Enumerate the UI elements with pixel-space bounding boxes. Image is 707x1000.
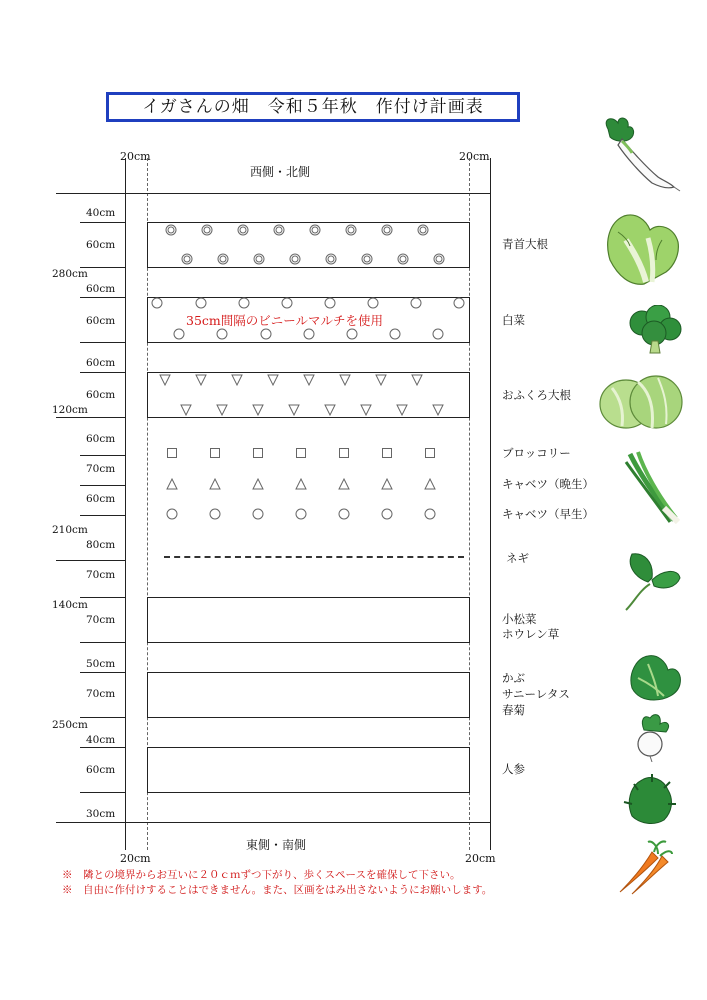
row-label: 70cm [86,569,116,581]
cabbage-late-marker [166,478,178,490]
broccoli-marker [424,447,436,459]
crop-label-komatsuna: 小松菜 [502,612,537,626]
row-label: 40cm [86,734,116,746]
row-tick [80,597,125,598]
chinese-cabbage-icon [600,210,682,288]
cabbage-early-marker [209,508,221,520]
field-bottom-border [56,822,490,823]
row-label: 70cm [86,463,116,475]
radish-icon [600,115,682,195]
row-tick [80,297,125,298]
top-side-label: 西側・北側 [250,165,311,179]
cabbage-icon [598,368,684,434]
row-tick [80,455,125,456]
field-right-border [490,158,491,850]
cabbage-early-marker [252,508,264,520]
row-label: 60cm [86,315,116,327]
row-label: 70cm [86,688,116,700]
ofukuro-daikon-marker [375,374,387,386]
row-label: 30cm [86,808,116,820]
margin-label-bottom-right: 20cm [465,852,496,865]
crop-label-hakusai: 白菜 [502,313,525,327]
margin-label-top-left: 20cm [120,150,151,163]
crop-label-cabbage-late: キャベツ（晩生） [502,477,594,491]
page-title: イガさんの畑 令和５年秋 作付け計画表 [106,92,520,122]
crop-label-carrot: 人参 [502,762,525,776]
margin-label-bottom-left: 20cm [120,852,151,865]
row-tick [80,672,125,673]
row-tick [80,642,125,643]
daikon-marker [289,253,301,265]
turnip-icon [626,712,676,762]
ofukuro-daikon-marker [303,374,315,386]
section-tick [56,560,125,561]
broccoli-marker [338,447,350,459]
cabbage-late-marker [338,478,350,490]
crop-label-cabbage-early: キャベツ（早生） [502,507,594,521]
crop-label-broccoli: ブロッコリー [502,446,571,460]
row-label: 140cm [52,599,88,611]
field-left-border [125,158,126,850]
hakusai-marker [453,297,465,309]
ofukuro-daikon-marker [159,374,171,386]
daikon-marker [201,224,213,236]
hakusai-marker [410,297,422,309]
hakusai-marker [324,297,336,309]
daikon-marker [217,253,229,265]
cabbage-early-marker [338,508,350,520]
daikon-marker [309,224,321,236]
daikon-marker [381,224,393,236]
row-label: 60cm [86,239,116,251]
cabbage-late-marker [424,478,436,490]
row-label: 70cm [86,614,116,626]
daikon-marker [433,253,445,265]
row-label: 60cm [86,764,116,776]
ofukuro-daikon-marker [432,404,444,416]
row-label: 60cm [86,283,116,295]
spinach-icon [618,548,684,614]
cabbage-late-marker [252,478,264,490]
hakusai-marker [303,328,315,340]
margin-label-top-right: 20cm [459,150,490,163]
hakusai-marker [281,297,293,309]
crop-label-ofukuro-daikon: おふくろ大根 [502,388,571,402]
green-onion-row [164,556,464,558]
crop-label-negi: ネギ [506,551,529,565]
hakusai-marker [238,297,250,309]
mulch-note: 35cm間隔のビニールマルチを使用 [186,313,384,328]
crop-label-shungiku: 春菊 [502,703,525,717]
field-top-border [56,193,490,194]
cabbage-early-marker [295,508,307,520]
ofukuro-daikon-marker [180,404,192,416]
daikon-marker [397,253,409,265]
broccoli-marker [166,447,178,459]
daikon-marker [181,253,193,265]
ofukuro-daikon-marker [216,404,228,416]
daikon-marker [361,253,373,265]
section-tick [56,417,125,418]
row-label: 40cm [86,207,116,219]
cabbage-early-marker [381,508,393,520]
ofukuro-daikon-marker [267,374,279,386]
row-tick [80,792,125,793]
row-label: 210cm [52,524,88,536]
cabbage-late-marker [381,478,393,490]
broccoli-icon [626,305,682,355]
carrot-icon [612,838,674,896]
bed-carrot [147,747,470,793]
crop-label-spinach: ホウレン草 [502,627,560,641]
row-label: 120cm [52,404,88,416]
hakusai-marker [195,297,207,309]
row-tick [80,717,125,718]
green-onion-icon [624,450,684,526]
hakusai-marker [151,297,163,309]
hakusai-marker [346,328,358,340]
bed-kabu-lettuce-shungiku [147,672,470,718]
ofukuro-daikon-marker [288,404,300,416]
hakusai-marker [432,328,444,340]
row-tick [80,222,125,223]
ofukuro-daikon-marker [324,404,336,416]
cabbage-late-marker [295,478,307,490]
row-tick [80,747,125,748]
daikon-marker [253,253,265,265]
hakusai-marker [260,328,272,340]
row-label: 250cm [52,719,88,731]
cabbage-early-marker [166,508,178,520]
daikon-marker [325,253,337,265]
cabbage-early-marker [424,508,436,520]
ofukuro-daikon-marker [339,374,351,386]
ofukuro-daikon-marker [231,374,243,386]
row-tick [80,515,125,516]
hakusai-marker [216,328,228,340]
row-tick [80,372,125,373]
note-rules: ※ 自由に作付けすることはできません。また、区画をはみ出さないようにお願いします。 [62,884,493,896]
row-label: 60cm [86,389,116,401]
daikon-marker [165,224,177,236]
broccoli-marker [252,447,264,459]
broccoli-marker [381,447,393,459]
ofukuro-daikon-marker [411,374,423,386]
daikon-marker [417,224,429,236]
row-label: 60cm [86,357,116,369]
row-label: 280cm [52,268,88,280]
broccoli-marker [209,447,221,459]
daikon-marker [345,224,357,236]
row-label: 50cm [86,658,116,670]
broccoli-marker [295,447,307,459]
daikon-marker [273,224,285,236]
ofukuro-daikon-marker [195,374,207,386]
ofukuro-daikon-marker [360,404,372,416]
row-label: 80cm [86,539,116,551]
ofukuro-daikon-marker [252,404,264,416]
cabbage-late-marker [209,478,221,490]
bottom-side-label: 東側・南側 [246,838,307,852]
hakusai-marker [389,328,401,340]
ofukuro-daikon-marker [396,404,408,416]
row-label: 60cm [86,433,116,445]
row-tick [80,342,125,343]
crop-label-sunny-lettuce: サニーレタス [502,687,570,701]
crop-label-kabu: かぶ [502,671,525,685]
note-walkway: ※ 隣との境界からお互いに２０ｃｍずつ下がり、歩くスペースを確保して下さい。 [62,869,461,881]
row-tick [80,485,125,486]
shungiku-icon [622,770,678,826]
crop-label-aokubi-daikon: 青首大根 [502,237,548,251]
hakusai-marker [367,297,379,309]
bed-komatsuna-spinach [147,597,470,643]
hakusai-marker [173,328,185,340]
lettuce-icon [626,648,684,704]
row-label: 60cm [86,493,116,505]
daikon-marker [237,224,249,236]
